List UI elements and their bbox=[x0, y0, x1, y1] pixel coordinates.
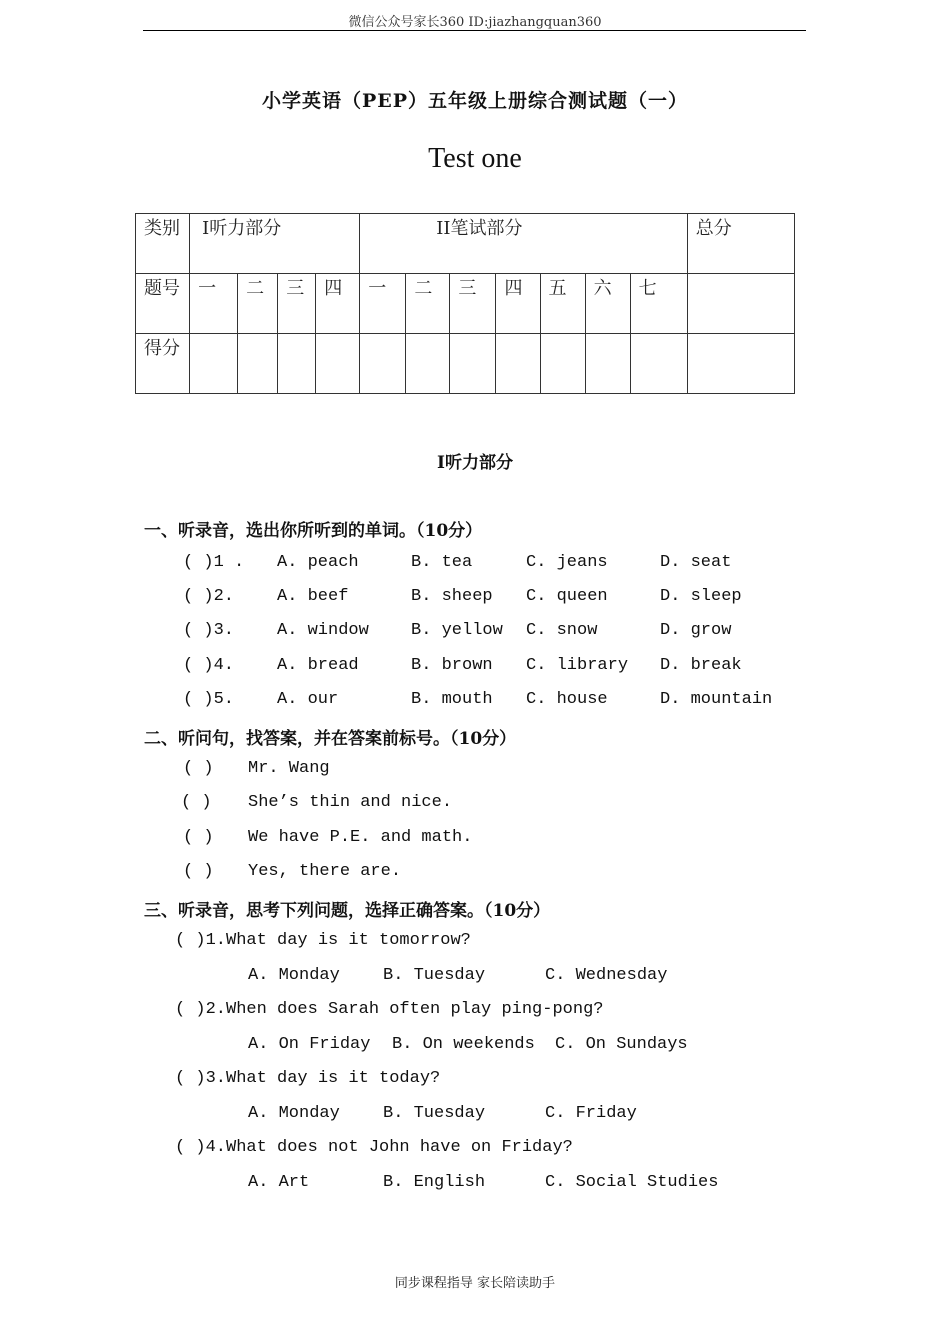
row-label-category: 类别 bbox=[136, 214, 190, 274]
option-a: A. bread bbox=[277, 656, 359, 675]
option-a: A. peach bbox=[277, 553, 359, 572]
total-score-cell bbox=[687, 274, 794, 334]
score-cell bbox=[585, 334, 630, 394]
answer-paren: ( ) bbox=[183, 759, 214, 778]
answer-paren: ( ) bbox=[183, 828, 214, 847]
part2-heading: 二、听问句，找答案，并在答案前标号。（10分） bbox=[144, 729, 517, 749]
answer-paren: ( ) bbox=[181, 793, 212, 812]
option-b: B. English bbox=[383, 1173, 486, 1192]
score-cell bbox=[540, 334, 585, 394]
answer-text: Mr. Wang bbox=[248, 759, 330, 778]
listening-num-cell: 一 bbox=[190, 274, 238, 334]
option-a: A. On Friday bbox=[248, 1035, 371, 1054]
part1-heading: 一、听录音，选出你所听到的单词。（10分） bbox=[144, 521, 483, 541]
question-number: ( )3. bbox=[183, 621, 235, 640]
answer-text: Yes, there are. bbox=[248, 862, 402, 881]
option-d: D. grow bbox=[660, 621, 732, 640]
listening-num-cell: 二 bbox=[238, 274, 278, 334]
option-c: C. jeans bbox=[526, 553, 608, 572]
table-row-score bbox=[136, 334, 795, 394]
writing-num-cell: 七 bbox=[630, 274, 687, 334]
option-d: D. seat bbox=[660, 553, 732, 572]
option-c: C. queen bbox=[526, 587, 608, 606]
option-c: C. On Sundays bbox=[555, 1035, 688, 1054]
section-title-listening: I听力部分 bbox=[437, 453, 513, 473]
writing-num-cell: 二 bbox=[406, 274, 450, 334]
option-a: A. beef bbox=[277, 587, 349, 606]
option-b: B. On weekends bbox=[392, 1035, 535, 1054]
score-cell bbox=[450, 334, 496, 394]
option-b: B. brown bbox=[411, 656, 493, 675]
writing-num-cell: 三 bbox=[450, 274, 496, 334]
option-a: A. Art bbox=[248, 1173, 310, 1192]
row-label-score: 得分 bbox=[136, 334, 190, 394]
header-divider bbox=[143, 30, 806, 31]
option-a: A. window bbox=[277, 621, 369, 640]
document-subtitle: Test one bbox=[428, 143, 522, 174]
score-cell bbox=[360, 334, 406, 394]
question-text: ( )4.What does not John have on Friday? bbox=[175, 1138, 573, 1157]
listening-num-cell: 三 bbox=[278, 274, 316, 334]
score-cell bbox=[190, 334, 238, 394]
writing-num-cell: 四 bbox=[496, 274, 540, 334]
option-c: C. library bbox=[526, 656, 629, 675]
question-text: ( )2.When does Sarah often play ping-pong? bbox=[175, 1000, 604, 1019]
answer-text: We have P.E. and math. bbox=[248, 828, 473, 847]
option-c: C. Social Studies bbox=[545, 1173, 719, 1192]
option-b: B. yellow bbox=[411, 621, 503, 640]
option-c: C. Friday bbox=[545, 1104, 637, 1123]
page-footer: 同步课程指导 家长陪读助手 bbox=[394, 1276, 556, 1291]
question-number: ( )1 . bbox=[183, 553, 245, 572]
option-b: B. Tuesday bbox=[383, 1104, 486, 1123]
option-b: B. sheep bbox=[411, 587, 493, 606]
question-text: ( )3.What day is it today? bbox=[175, 1069, 441, 1088]
score-cell bbox=[238, 334, 278, 394]
answer-paren: ( ) bbox=[183, 862, 214, 881]
document-title: 小学英语（PEP）五年级上册综合测试题（一） bbox=[261, 90, 689, 112]
listening-num-cell: 四 bbox=[316, 274, 360, 334]
question-number: ( )5. bbox=[183, 690, 235, 709]
score-cell bbox=[278, 334, 316, 394]
option-b: B. mouth bbox=[411, 690, 493, 709]
option-a: A. Monday bbox=[248, 1104, 340, 1123]
question-text: ( )1.What day is it tomorrow? bbox=[175, 931, 471, 950]
writing-num-cell: 五 bbox=[540, 274, 585, 334]
score-cell bbox=[687, 334, 794, 394]
answer-text: She’s thin and nice. bbox=[248, 793, 453, 812]
option-c: C. snow bbox=[526, 621, 598, 640]
score-cell bbox=[630, 334, 687, 394]
question-number: ( )2. bbox=[183, 587, 235, 606]
question-number: ( )4. bbox=[183, 656, 235, 675]
option-c: C. house bbox=[526, 690, 608, 709]
page-header: 微信公众号家长360 ID:jiazhangquan360 bbox=[348, 15, 602, 30]
option-d: D. mountain bbox=[660, 690, 773, 709]
option-c: C. Wednesday bbox=[545, 966, 668, 985]
option-b: B. tea bbox=[411, 553, 473, 572]
score-cell bbox=[316, 334, 360, 394]
table-row-question-number bbox=[136, 274, 795, 334]
score-table bbox=[135, 213, 795, 394]
listening-part-header: I听力部分 bbox=[190, 214, 360, 274]
row-label-question-number: 题号 bbox=[136, 274, 190, 334]
option-b: B. Tuesday bbox=[383, 966, 486, 985]
option-d: D. sleep bbox=[660, 587, 742, 606]
writing-part-header: II笔试部分 bbox=[360, 214, 687, 274]
option-a: A. Monday bbox=[248, 966, 340, 985]
total-score-header: 总分 bbox=[687, 214, 794, 274]
writing-num-cell: 一 bbox=[360, 274, 406, 334]
score-cell bbox=[406, 334, 450, 394]
writing-num-cell: 六 bbox=[585, 274, 630, 334]
part3-heading: 三、听录音，思考下列问题，选择正确答案。（10分） bbox=[144, 901, 551, 921]
option-a: A. our bbox=[277, 690, 339, 709]
option-d: D. break bbox=[660, 656, 742, 675]
score-cell bbox=[496, 334, 540, 394]
table-row-category bbox=[136, 214, 795, 274]
